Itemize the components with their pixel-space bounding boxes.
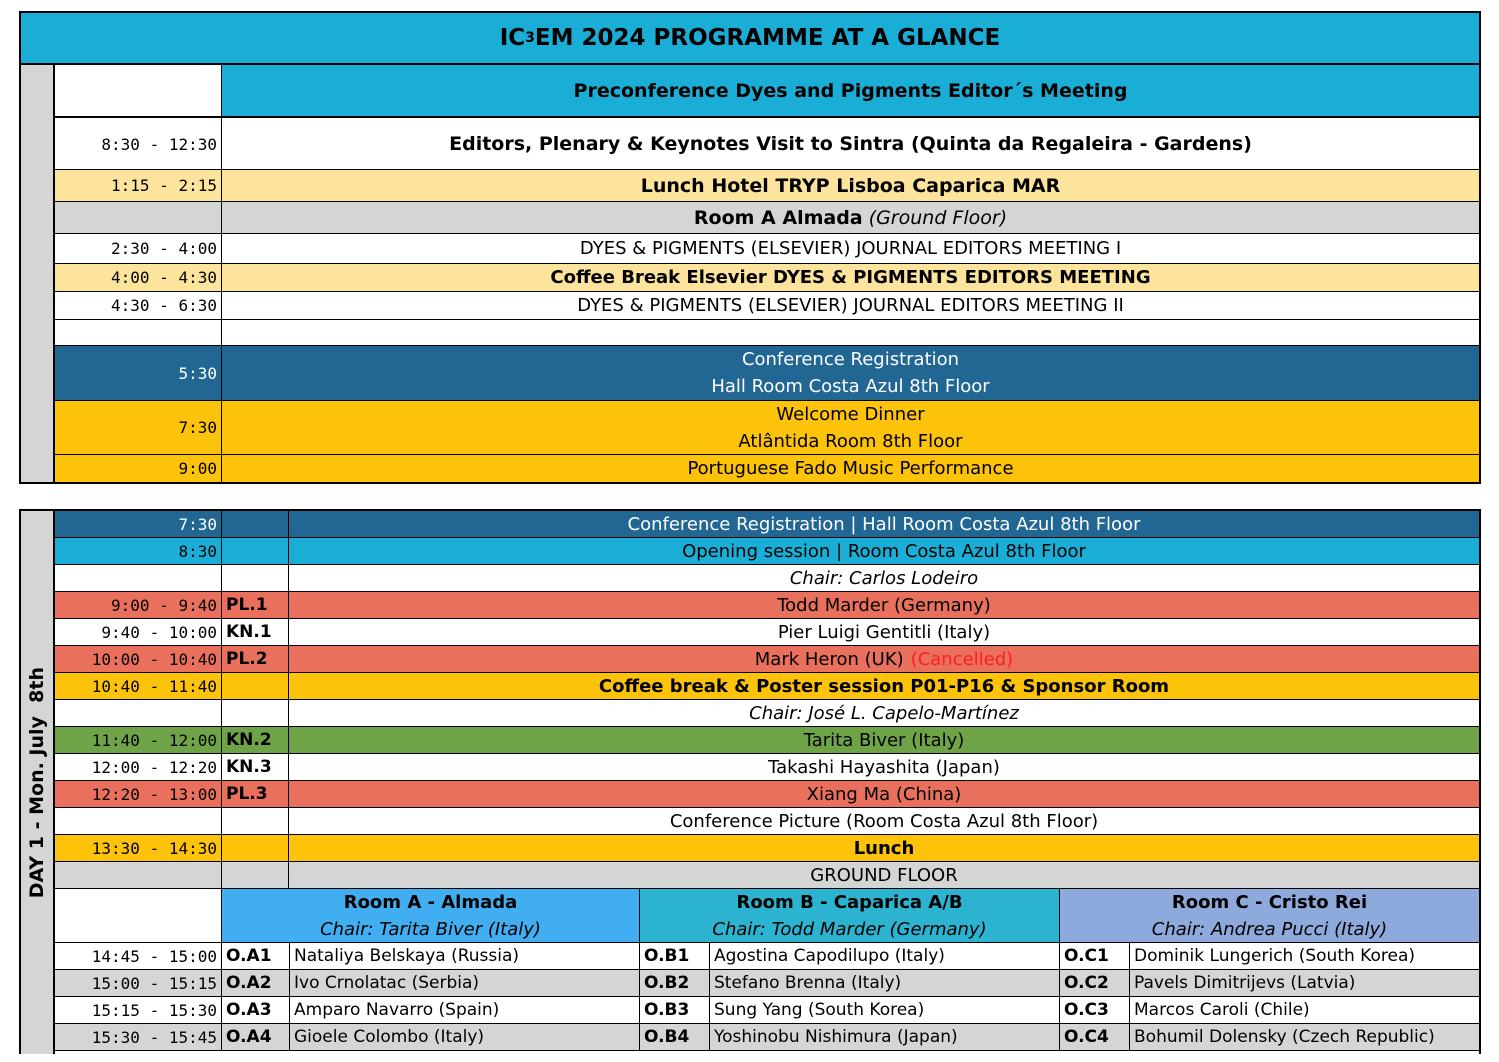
preconference-meeting-title: Preconference Dyes and Pigments Editor´s Meeting [222, 65, 1479, 118]
pre-time: 7:30 [55, 401, 222, 455]
event-text: Opening session | Room Costa Azul 8th Floor [682, 540, 1086, 562]
agenda-time: 10:40 - 11:40 [55, 673, 222, 700]
event-location: Atlântida Room 8th Floor [738, 430, 963, 452]
room-name: Room A Almada [693, 206, 863, 229]
day-label [21, 511, 55, 1054]
talk-code: O.B3 [640, 997, 710, 1024]
event-text: Conference Registration | Hall Room Costa Azul 8th Floor [627, 513, 1141, 535]
pre-time: 1:15 - 2:15 [55, 170, 222, 202]
agenda-time [55, 700, 222, 727]
agenda-code: KN.3 [222, 754, 289, 781]
event-text: Chair: José L. Capelo-Martínez [749, 702, 1019, 724]
pre-event: Portuguese Fado Music Performance [222, 455, 1479, 482]
agenda-time: 10:00 - 10:40 [55, 646, 222, 673]
talk-speaker: Amparo Navarro (Spain) [290, 997, 640, 1024]
agenda-time: 11:40 - 12:00 [55, 727, 222, 754]
event-line: Conference Registration [741, 349, 960, 370]
agenda-event [289, 754, 1479, 781]
agenda-time: 13:30 - 14:30 [55, 835, 222, 862]
pre-blank-row [222, 320, 1479, 346]
event-text: Coffee break & Poster session P01-P16 & Sponsor Room [598, 675, 1170, 697]
talk-code: O.A3 [222, 997, 290, 1024]
talk-code: O.A2 [222, 970, 290, 997]
pre-time: 2:30 - 4:00 [55, 234, 222, 264]
title-prefix: IC [499, 25, 526, 51]
agenda-code: KN.2 [222, 727, 289, 754]
agenda-code [222, 835, 289, 862]
day-label-text: DAY 1 - Mon. July 8th [26, 666, 48, 899]
talk-speaker: Marcos Caroli (Chile) [1130, 997, 1479, 1024]
agenda-code [222, 538, 289, 565]
agenda-time: 9:00 - 9:40 [55, 592, 222, 619]
pre-registration [222, 346, 1479, 401]
agenda-event [289, 835, 1479, 862]
agenda-code [222, 565, 289, 592]
talk-speaker: Bohumil Dolensky (Czech Republic) [1130, 1024, 1479, 1051]
agenda-code: PL.1 [222, 592, 289, 619]
talk-speaker: Agostina Capodilupo (Italy) [710, 943, 1060, 970]
talk-code: O.B2 [640, 970, 710, 997]
agenda-event [289, 673, 1479, 700]
agenda-time: 12:20 - 13:00 [55, 781, 222, 808]
event-text: Chair: Carlos Lodeiro [789, 567, 979, 589]
agenda-event [289, 862, 1479, 889]
talk-speaker: Pavels Dimitrijevs (Latvia) [1130, 970, 1479, 997]
agenda-event [289, 700, 1479, 727]
event-text: Xiang Ma (China) [806, 783, 962, 805]
event-text: GROUND FLOOR [810, 864, 958, 886]
agenda-event [289, 565, 1479, 592]
event-text: Tarita Biver (Italy) [803, 729, 965, 751]
event-location: Hall Room Costa Azul 8th Floor [711, 376, 990, 397]
talk-time: 15:30 - 15:45 [55, 1024, 222, 1051]
pre-time: 9:00 [55, 455, 222, 482]
rooms-header-time [55, 889, 222, 943]
agenda-event [289, 619, 1479, 646]
agenda-code [222, 673, 289, 700]
agenda-time: 12:00 - 12:20 [55, 754, 222, 781]
pre-time-blank [55, 65, 222, 118]
talk-speaker: Ivo Crnolatac (Serbia) [290, 970, 640, 997]
talk-speaker: Stefano Brenna (Italy) [710, 970, 1060, 997]
room-b-header [640, 889, 1060, 943]
room-floor: (Ground Floor) [868, 206, 1008, 229]
agenda-code: PL.3 [222, 781, 289, 808]
agenda-time: 7:30 [55, 511, 222, 538]
agenda-code [222, 511, 289, 538]
pre-time: 8:30 - 12:30 [55, 118, 222, 170]
event-text: Lunch [853, 837, 915, 859]
agenda-code [222, 862, 289, 889]
agenda-event [289, 646, 1479, 673]
room-a-header [222, 889, 640, 943]
talk-code: O.C4 [1060, 1024, 1130, 1051]
agenda-event [289, 808, 1479, 835]
talk-code: O.B4 [640, 1024, 710, 1051]
room-name: Room A - Almada [343, 891, 518, 913]
talk-code: O.A1 [222, 943, 290, 970]
agenda-event [289, 592, 1479, 619]
agenda-event [289, 781, 1479, 808]
room-chair: Chair: Todd Marder (Germany) [712, 918, 987, 940]
pre-time: 4:00 - 4:30 [55, 264, 222, 292]
talk-code: O.A4 [222, 1024, 290, 1051]
event-text: Todd Marder (Germany) [777, 594, 991, 616]
agenda-code [222, 700, 289, 727]
title-rest: EM 2024 PROGRAMME AT A GLANCE [534, 25, 1001, 51]
agenda-time [55, 862, 222, 889]
talk-speaker: Nataliya Belskaya (Russia) [290, 943, 640, 970]
pre-event: Lunch Hotel TRYP Lisboa Caparica MAR [222, 170, 1479, 202]
talk-time: 15:00 - 15:15 [55, 970, 222, 997]
pre-event: DYES & PIGMENTS (ELSEVIER) JOURNAL EDITORS MEETING I [222, 234, 1479, 264]
pre-blank-time [55, 320, 222, 346]
room-chair: Chair: Tarita Biver (Italy) [320, 918, 541, 940]
title-superscript: 3 [525, 30, 535, 46]
pre-time: 4:30 - 6:30 [55, 292, 222, 320]
agenda-event [289, 511, 1479, 538]
pre-welcome-dinner [222, 401, 1479, 455]
agenda-time: 8:30 [55, 538, 222, 565]
agenda-event [289, 727, 1479, 754]
room-c-header [1060, 889, 1479, 943]
pre-event: Editors, Plenary & Keynotes Visit to Sintra (Quinta da Regaleira - Gardens) [222, 118, 1479, 170]
room-chair: Chair: Andrea Pucci (Italy) [1151, 918, 1388, 940]
cancelled-note: (Cancelled) [910, 648, 1014, 670]
preconference-spine [21, 65, 55, 482]
agenda-code [222, 808, 289, 835]
event-text: Mark Heron (UK) [754, 648, 904, 670]
talk-time: 15:15 - 15:30 [55, 997, 222, 1024]
pre-event: DYES & PIGMENTS (ELSEVIER) JOURNAL EDITORS MEETING II [222, 292, 1479, 320]
pre-time: 5:30 [55, 346, 222, 401]
pre-event: Coffee Break Elsevier DYES & PIGMENTS EDITORS MEETING [222, 264, 1479, 292]
talk-code: O.C1 [1060, 943, 1130, 970]
agenda-code: KN.1 [222, 619, 289, 646]
agenda-time [55, 565, 222, 592]
talk-speaker: Dominik Lungerich (South Korea) [1130, 943, 1479, 970]
agenda-time: 9:40 - 10:00 [55, 619, 222, 646]
talk-speaker: Yoshinobu Nishimura (Japan) [710, 1024, 1060, 1051]
agenda-event [289, 538, 1479, 565]
event-text: Takashi Hayashita (Japan) [768, 756, 1000, 778]
agenda-time [55, 808, 222, 835]
agenda-code: PL.2 [222, 646, 289, 673]
room-name: Room B - Caparica A/B [736, 891, 963, 913]
room-name: Room C - Cristo Rei [1171, 891, 1368, 913]
talk-code: O.C2 [1060, 970, 1130, 997]
pre-time [55, 202, 222, 234]
page-title [21, 13, 1479, 65]
event-text: Pier Luigi Gentitli (Italy) [777, 621, 991, 643]
talk-code: O.B1 [640, 943, 710, 970]
talk-speaker: Gioele Colombo (Italy) [290, 1024, 640, 1051]
talk-speaker: Sung Yang (South Korea) [710, 997, 1060, 1024]
event-text: Conference Picture (Room Costa Azul 8th Floor) [669, 810, 1099, 832]
event-line: Welcome Dinner [776, 403, 925, 425]
talk-time: 14:45 - 15:00 [55, 943, 222, 970]
talk-code: O.C3 [1060, 997, 1130, 1024]
pre-room-header [222, 202, 1479, 234]
